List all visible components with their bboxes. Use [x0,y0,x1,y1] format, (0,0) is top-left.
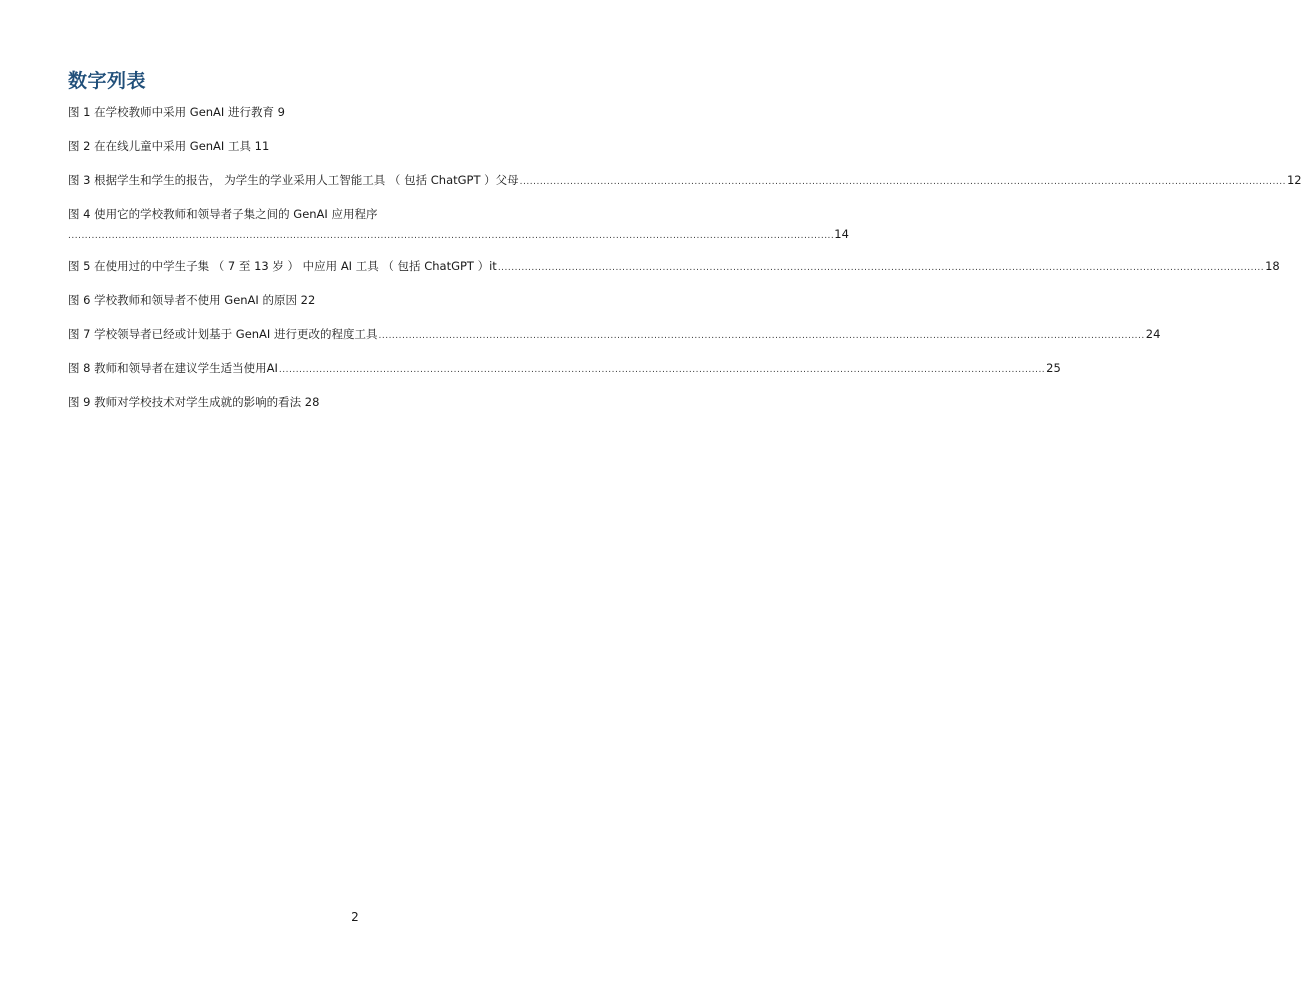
toc-entry-label: 图 2 在在线儿童中采用 GenAI 工具 11 [68,139,270,153]
toc-entry-page: 25 [1046,361,1061,375]
toc-entry-figure-5[interactable] [68,258,1280,276]
toc-entry-figure-3[interactable] [68,172,1302,190]
toc-entry-figure-6[interactable] [68,292,632,308]
toc-entry-label: 图 3 根据学生和学生的报告， 为学生的学业采用人工智能工具 （ 包括 ChatGPT ）父母 [68,173,519,187]
toc-entry-figure-4[interactable] [68,206,849,244]
toc-entry-page: 12 [1286,173,1302,187]
dot-leader: .................................................................................................................................................................................................................................... [497,263,1265,273]
toc-entry-figure-9[interactable] [68,394,632,410]
dot-leader: .................................................................................................................................................................................................................................... [68,231,835,241]
toc-entry-label: 图 5 在使用过的中学生子集 （ 7 至 13 岁 ） 中应用 AI 工具 （ 包括 ChatGPT ）it [68,259,497,273]
toc-entry-page: 18 [1265,259,1280,273]
toc-entry-page: 14 [834,227,849,241]
toc-entry-label: 图 7 学校领导者已经或计划基于 GenAI 进行更改的程度工具 [68,327,378,341]
toc-entry-label: 图 6 学校教师和领导者不使用 GenAI 的原因 22 [68,293,316,307]
toc-entry-label: 图 1 在学校教师中采用 GenAI 进行教育 9 [68,105,285,119]
toc-entry-figure-8[interactable] [68,360,1061,378]
toc-entry-label: 图 9 教师对学校技术对学生成就的影响的看法 28 [68,395,320,409]
toc-entry-label: 图 8 教师和领导者在建议学生适当使用AI [68,361,278,375]
toc-entry-label: 图 4 使用它的学校教师和领导者子集之间的 GenAI 应用程序 [68,207,378,221]
dot-leader: .................................................................................................................................................................................................................................... [278,365,1046,375]
toc-entry-page: 24 [1145,327,1161,341]
toc-entry-figure-2[interactable] [68,138,632,154]
toc-entry-figure-7[interactable] [68,326,1161,344]
page-number: 2 [351,910,359,924]
dot-leader: .................................................................................................................................................................................................................................... [378,331,1145,341]
toc-entry-figure-1[interactable] [68,104,632,120]
page-title: 数字列表 [68,70,147,92]
dot-leader: .................................................................................................................................................................................................................................... [519,177,1286,187]
